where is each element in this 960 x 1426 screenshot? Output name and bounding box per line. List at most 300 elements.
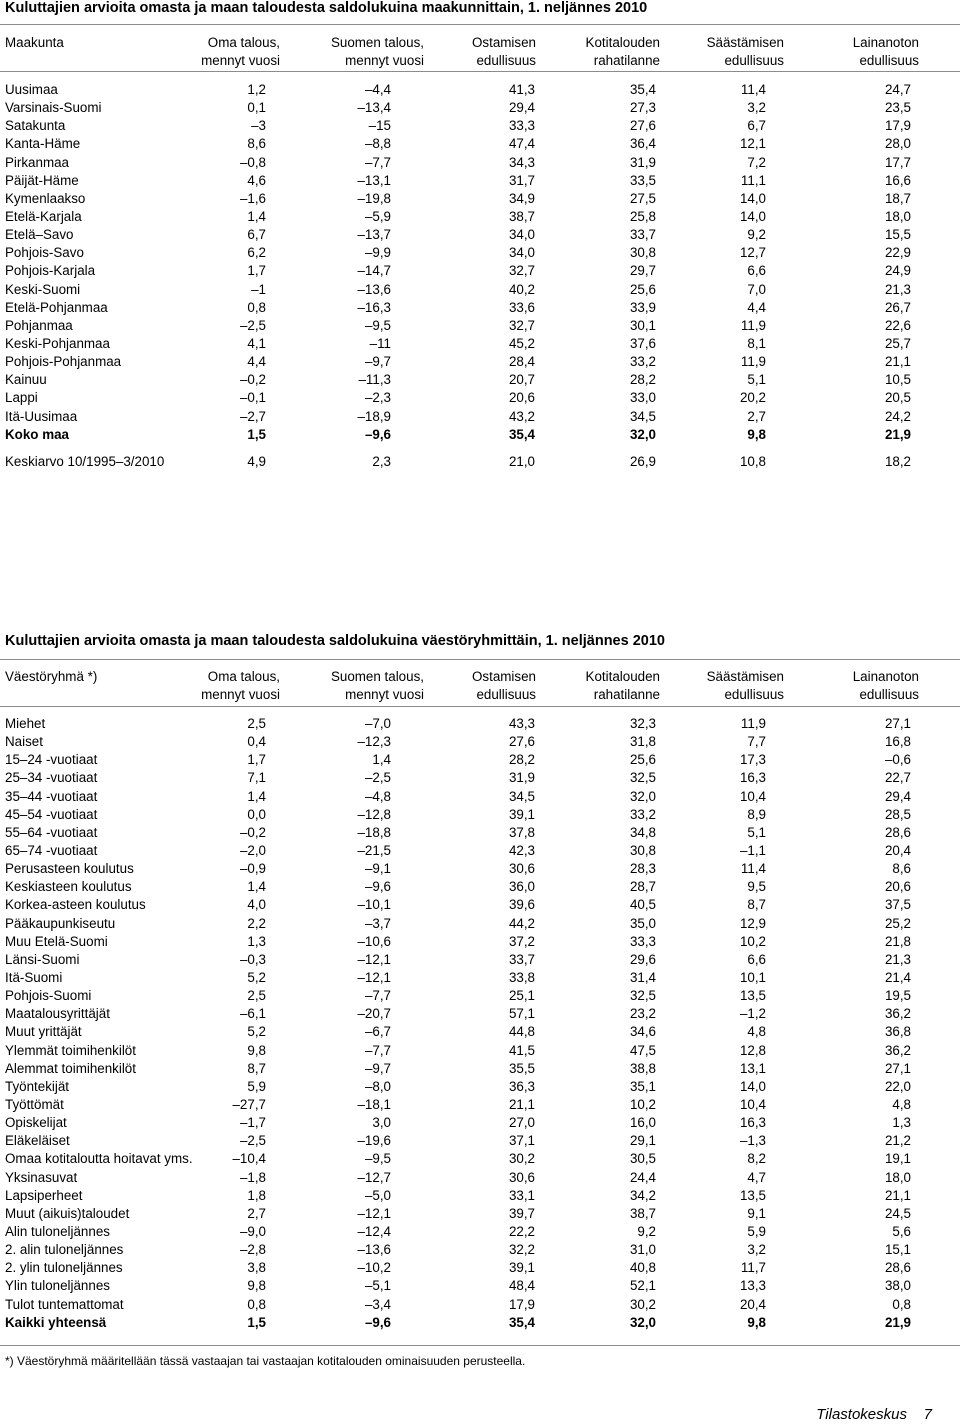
cell-value: 22,9 (884, 245, 911, 261)
column-header (707, 668, 784, 704)
cell-value: –12,8 (357, 806, 391, 822)
cell-value: 5,6 (892, 1223, 911, 1239)
cell-value: 26,9 (629, 453, 656, 469)
cell-value: 21,1 (508, 1096, 535, 1112)
row-label: Tulot tuntemattomat (5, 1296, 124, 1312)
row-label: Muut (aikuis)taloudet (5, 1205, 130, 1221)
cell-value: –4,8 (364, 788, 391, 804)
cell-value: 33,1 (508, 1187, 535, 1203)
row-label: Ylin tuloneljännes (5, 1278, 110, 1294)
cell-value: 44,2 (508, 915, 535, 931)
cell-value: 32,0 (629, 788, 656, 804)
table2-top-rule (0, 659, 960, 660)
table2-header-rule (0, 706, 960, 707)
cell-value: –7,7 (364, 1042, 391, 1058)
cell-value: –5,9 (364, 208, 391, 224)
table-row (0, 1296, 960, 1314)
cell-value: 33,0 (629, 390, 656, 406)
table-total-row (0, 426, 960, 444)
cell-value: 28,2 (629, 372, 656, 388)
cell-value: –1 (251, 281, 266, 297)
column-header (586, 668, 660, 704)
cell-value: 34,2 (629, 1187, 656, 1203)
cell-value: 0,1 (247, 100, 266, 116)
cell-value: –18,8 (357, 824, 391, 840)
column-header-line: Ostamisen (472, 35, 536, 50)
cell-value: 28,6 (884, 824, 911, 840)
cell-value: 4,7 (747, 1169, 766, 1185)
cell-value: –18,9 (357, 408, 391, 424)
cell-value: 35,4 (508, 426, 535, 442)
cell-value: 21,2 (884, 1133, 911, 1149)
row-label: Kanta-Häme (5, 136, 81, 152)
cell-value: 1,8 (247, 1187, 266, 1203)
column-header-line: mennyt vuosi (201, 687, 280, 702)
cell-value: 28,0 (884, 136, 911, 152)
cell-value: 27,5 (629, 190, 656, 206)
table-row (0, 769, 960, 787)
table-row (0, 244, 960, 262)
cell-value: –12,1 (357, 969, 391, 985)
table-row (0, 172, 960, 190)
table-row (0, 806, 960, 824)
cell-value: 52,1 (629, 1278, 656, 1294)
row-label: Keski-Pohjanmaa (5, 335, 110, 351)
cell-value: 10,1 (739, 969, 766, 985)
table-row (0, 842, 960, 860)
row-label: Työntekijät (5, 1078, 70, 1094)
table-row (0, 1042, 960, 1060)
column-header (331, 668, 424, 704)
cell-value: 30,8 (629, 842, 656, 858)
cell-value: 23,5 (884, 100, 911, 116)
cell-value: 21,1 (884, 1187, 911, 1203)
cell-value: 4,9 (247, 453, 266, 469)
cell-value: –12,7 (357, 1169, 391, 1185)
page-footer (816, 1406, 932, 1423)
cell-value: 8,6 (892, 861, 911, 877)
cell-value: 20,2 (739, 390, 766, 406)
column-header-line: Kotitalouden (585, 35, 660, 50)
row-label: 25–34 -vuotiaat (5, 770, 98, 786)
cell-value: 35,0 (629, 915, 656, 931)
cell-value: 33,3 (508, 118, 535, 134)
cell-value: 43,2 (508, 408, 535, 424)
row-label: Pohjois-Pohjanmaa (5, 354, 122, 370)
cell-value: –12,3 (357, 734, 391, 750)
cell-value: 36,3 (508, 1078, 535, 1094)
cell-value: 21,3 (884, 281, 911, 297)
row-label: Pohjois-Savo (5, 245, 84, 261)
cell-value: –9,1 (364, 861, 391, 877)
cell-value: 21,4 (884, 969, 911, 985)
cell-value: 36,8 (884, 1024, 911, 1040)
row-label: 55–64 -vuotiaat (5, 824, 98, 840)
cell-value: 9,2 (747, 227, 766, 243)
column-header-line: mennyt vuosi (345, 687, 424, 702)
row-label: Lapsiperheet (5, 1187, 83, 1203)
cell-value: 34,0 (508, 245, 535, 261)
cell-value: 7,7 (747, 734, 766, 750)
cell-value: 38,7 (629, 1205, 656, 1221)
column-header-line: edullisuus (859, 687, 919, 702)
cell-value: 20,5 (884, 390, 911, 406)
column-header-line: Lainanoton (852, 35, 919, 50)
cell-value: 6,2 (247, 245, 266, 261)
column-header-line: edullisuus (859, 53, 919, 68)
row-label: Satakunta (5, 118, 66, 134)
cell-value: 3,2 (747, 100, 766, 116)
table-row (0, 81, 960, 99)
cell-value: 5,2 (247, 1024, 266, 1040)
cell-value: 21,0 (508, 453, 535, 469)
cell-value: 16,3 (739, 1115, 766, 1131)
cell-value: 8,6 (247, 136, 266, 152)
column-header-group: Maakunta (5, 35, 64, 50)
cell-value: 30,2 (508, 1151, 535, 1167)
table-row (0, 987, 960, 1005)
cell-value: 33,6 (508, 299, 535, 315)
cell-value: –6,7 (364, 1024, 391, 1040)
cell-value: 4,4 (747, 299, 766, 315)
cell-value: 38,8 (629, 1060, 656, 1076)
column-header-line: edullisuus (724, 687, 784, 702)
column-header-line: Oma talous, (207, 35, 280, 50)
table-row (0, 1277, 960, 1295)
cell-value: –12,4 (357, 1223, 391, 1239)
row-label: Omaa kotitaloutta hoitavat yms. (5, 1151, 193, 1167)
table-row (0, 226, 960, 244)
cell-value: 30,6 (508, 861, 535, 877)
cell-value: 38,0 (884, 1278, 911, 1294)
cell-value: 32,2 (508, 1242, 535, 1258)
column-header-line: mennyt vuosi (201, 53, 280, 68)
cell-value: 35,4 (629, 82, 656, 97)
row-label: Alin tuloneljännes (5, 1223, 110, 1239)
cell-value: 25,2 (884, 915, 911, 931)
row-label: 2. ylin tuloneljännes (5, 1260, 123, 1276)
cell-value: 34,0 (508, 227, 535, 243)
cell-value: 3,8 (247, 1260, 266, 1276)
cell-value: 9,1 (747, 1205, 766, 1221)
row-label: Keski-Suomi (5, 281, 81, 297)
cell-value: –1,2 (739, 1006, 766, 1022)
cell-value: 29,6 (629, 951, 656, 967)
cell-value: 0,8 (247, 1296, 266, 1312)
cell-value: –9,6 (364, 426, 391, 442)
cell-value: 39,7 (508, 1205, 535, 1221)
cell-value: 7,0 (747, 281, 766, 297)
cell-value: 11,1 (740, 172, 766, 188)
cell-value: 29,7 (629, 263, 656, 279)
row-label: Yksinasuvat (5, 1169, 78, 1185)
cell-value: 44,8 (508, 1024, 535, 1040)
column-header-line: rahatilanne (593, 53, 660, 68)
cell-value: 35,5 (508, 1060, 535, 1076)
table-row (0, 1150, 960, 1168)
cell-value: 9,2 (637, 1223, 656, 1239)
cell-value: 33,8 (508, 969, 535, 985)
cell-value: –15 (368, 118, 391, 134)
table-row (0, 1078, 960, 1096)
cell-value: 33,9 (629, 299, 656, 315)
cell-value: 1,3 (892, 1115, 911, 1131)
cell-value: 36,2 (884, 1042, 911, 1058)
row-label: Etelä–Savo (5, 227, 74, 243)
table-row (0, 715, 960, 733)
column-header (707, 34, 784, 70)
cell-value: –2,5 (239, 317, 266, 333)
cell-value: 9,8 (247, 1042, 266, 1058)
cell-value: 15,1 (884, 1242, 911, 1258)
table-row (0, 1060, 960, 1078)
cell-value: –2,8 (239, 1242, 266, 1258)
cell-value: 6,6 (747, 951, 766, 967)
cell-value: 33,7 (508, 951, 535, 967)
cell-value: 34,6 (629, 1024, 656, 1040)
cell-value: 7,1 (247, 770, 266, 786)
cell-value: –7,7 (364, 988, 391, 1004)
cell-value: 8,7 (247, 1060, 266, 1076)
row-label: Itä-Uusimaa (5, 408, 78, 424)
cell-value: –1,7 (239, 1115, 266, 1131)
cell-value: 25,8 (629, 208, 656, 224)
table-row (0, 190, 960, 208)
cell-value: 30,8 (629, 245, 656, 261)
cell-value: 1,4 (247, 788, 266, 804)
cell-value: 10,8 (739, 453, 766, 469)
publisher-name: Tilastokeskus (816, 1406, 907, 1423)
cell-value: 8,7 (747, 897, 766, 913)
table-row (0, 933, 960, 951)
cell-value: –12,1 (357, 951, 391, 967)
cell-value: –1,1 (739, 842, 766, 858)
cell-value: –2,5 (239, 1133, 266, 1149)
cell-value: 10,4 (739, 788, 766, 804)
cell-value: 34,8 (629, 824, 656, 840)
cell-value: 32,7 (508, 317, 535, 333)
column-header (853, 34, 919, 70)
cell-value: 4,4 (247, 354, 266, 370)
cell-value: 31,7 (508, 172, 535, 188)
cell-value: –13,7 (357, 227, 391, 243)
cell-value: 13,5 (739, 988, 766, 1004)
row-label: 65–74 -vuotiaat (5, 842, 98, 858)
cell-value: 2,5 (247, 988, 266, 1004)
table-row (0, 99, 960, 117)
cell-value: 31,4 (629, 969, 656, 985)
table-row (0, 453, 960, 471)
cell-value: –14,7 (357, 263, 391, 279)
column-header-line: Oma talous, (207, 669, 280, 684)
cell-value: 41,5 (508, 1042, 535, 1058)
row-label: Kaikki yhteensä (5, 1314, 107, 1330)
cell-value: 24,9 (884, 263, 911, 279)
table-row (0, 751, 960, 769)
cell-value: –13,1 (357, 172, 391, 188)
column-header (201, 34, 280, 70)
cell-value: 25,1 (508, 988, 535, 1004)
cell-value: 32,5 (629, 770, 656, 786)
cell-value: 21,8 (884, 933, 911, 949)
cell-value: 34,9 (508, 190, 535, 206)
cell-value: 16,8 (884, 734, 911, 750)
table2-title: Kuluttajien arvioita omasta ja maan taloudesta saldolukuina väestöryhmittäin, 1. neljännes 2010 (5, 633, 665, 649)
cell-value: 1,5 (247, 1314, 266, 1330)
row-label: Työttömät (5, 1096, 64, 1112)
footnote: *) Väestöryhmä määritellään tässä vastaajan tai vastaajan kotitalouden ominaisuuden perusteella. (5, 1354, 526, 1368)
cell-value: 22,2 (508, 1223, 535, 1239)
cell-value: 37,5 (884, 897, 911, 913)
row-label: Varsinais-Suomi (5, 100, 102, 116)
cell-value: –8,8 (364, 136, 391, 152)
cell-value: –0,1 (239, 390, 266, 406)
cell-value: –10,1 (357, 897, 391, 913)
footnote-rule (0, 1345, 960, 1346)
table-row (0, 915, 960, 933)
cell-value: 9,5 (747, 879, 766, 895)
row-label: Naiset (5, 734, 43, 750)
cell-value: 21,3 (884, 951, 911, 967)
row-label: Pohjois-Karjala (5, 263, 96, 279)
table1-title: Kuluttajien arvioita omasta ja maan taloudesta saldolukuina maakunnittain, 1. neljännes 2010 (5, 0, 648, 16)
cell-value: 4,1 (247, 335, 266, 351)
cell-value: 11,4 (740, 82, 766, 97)
cell-value: 42,3 (508, 842, 535, 858)
cell-value: 24,4 (629, 1169, 656, 1185)
column-header-line: rahatilanne (593, 687, 660, 702)
cell-value: –0,3 (239, 951, 266, 967)
cell-value: 20,6 (884, 879, 911, 895)
cell-value: –9,0 (239, 1223, 266, 1239)
cell-value: 4,0 (247, 897, 266, 913)
cell-value: –5,1 (364, 1278, 391, 1294)
cell-value: 16,0 (629, 1115, 656, 1131)
table-row (0, 878, 960, 896)
cell-value: 37,6 (629, 335, 656, 351)
cell-value: 7,2 (747, 154, 766, 170)
cell-value: 28,6 (884, 1260, 911, 1276)
table-row (0, 353, 960, 371)
table1-header (0, 34, 960, 70)
table-row (0, 1241, 960, 1259)
cell-value: 11,7 (740, 1260, 766, 1276)
table-row (0, 117, 960, 135)
row-label: Uusimaa (5, 82, 58, 97)
cell-value: 33,7 (629, 227, 656, 243)
table-row (0, 951, 960, 969)
table-row (0, 1005, 960, 1023)
table-row (0, 969, 960, 987)
column-header (586, 34, 660, 70)
cell-value: 24,2 (884, 408, 911, 424)
cell-value: 16,3 (739, 770, 766, 786)
row-label: Lappi (5, 390, 38, 406)
cell-value: 27,1 (884, 716, 911, 731)
cell-value: 33,5 (629, 172, 656, 188)
row-label: Muut yrittäjät (5, 1024, 82, 1040)
column-header-line: Säästämisen (706, 35, 784, 50)
cell-value: 19,1 (884, 1151, 911, 1167)
cell-value: –18,1 (357, 1096, 391, 1112)
row-label: Kymenlaakso (5, 190, 86, 206)
cell-value: 29,1 (629, 1133, 656, 1149)
cell-value: –10,4 (232, 1151, 266, 1167)
cell-value: 17,3 (739, 752, 766, 768)
cell-value: 27,3 (629, 100, 656, 116)
cell-value: 22,6 (884, 317, 911, 333)
cell-value: 18,2 (884, 453, 911, 469)
cell-value: 28,3 (629, 861, 656, 877)
cell-value: –4,4 (364, 82, 391, 97)
cell-value: –19,8 (357, 190, 391, 206)
cell-value: 32,7 (508, 263, 535, 279)
cell-value: –0,6 (884, 752, 911, 768)
cell-value: 37,1 (508, 1133, 535, 1149)
table-row (0, 1187, 960, 1205)
column-header-line: edullisuus (476, 687, 536, 702)
cell-value: 19,5 (884, 988, 911, 1004)
cell-value: 17,9 (884, 118, 911, 134)
cell-value: –7,0 (364, 716, 391, 731)
table-row (0, 1023, 960, 1041)
cell-value: 36,0 (508, 879, 535, 895)
cell-value: 3,0 (372, 1115, 391, 1131)
cell-value: 5,9 (247, 1078, 266, 1094)
column-header-group: Väestöryhmä *) (5, 669, 98, 684)
cell-value: 8,9 (747, 806, 766, 822)
cell-value: –3 (251, 118, 266, 134)
cell-value: 1,2 (247, 82, 266, 97)
cell-value: 2,2 (247, 915, 266, 931)
table-row (0, 317, 960, 335)
cell-value: 1,4 (247, 879, 266, 895)
cell-value: 41,3 (508, 82, 535, 97)
cell-value: 0,8 (247, 299, 266, 315)
row-label: Pirkanmaa (5, 154, 70, 170)
row-label: 35–44 -vuotiaat (5, 788, 98, 804)
cell-value: 6,6 (747, 263, 766, 279)
cell-value: 2,5 (247, 716, 266, 731)
cell-value: 10,2 (629, 1096, 656, 1112)
cell-value: 29,4 (508, 100, 535, 116)
cell-value: 9,8 (747, 1314, 766, 1330)
cell-value: 33,3 (629, 933, 656, 949)
cell-value: 30,6 (508, 1169, 535, 1185)
cell-value: 47,5 (629, 1042, 656, 1058)
cell-value: 20,4 (884, 842, 911, 858)
column-header (853, 668, 919, 704)
cell-value: –11,3 (358, 372, 391, 388)
table-row (0, 733, 960, 751)
table-row (0, 1114, 960, 1132)
cell-value: –2,3 (364, 390, 391, 406)
cell-value: –9,7 (364, 354, 391, 370)
cell-value: 12,1 (739, 136, 766, 152)
cell-value: 35,4 (508, 1314, 535, 1330)
cell-value: 5,2 (247, 969, 266, 985)
table-row (0, 208, 960, 226)
cell-value: –3,4 (364, 1296, 391, 1312)
cell-value: –7,7 (364, 154, 391, 170)
cell-value: 31,0 (629, 1242, 656, 1258)
cell-value: 45,2 (508, 335, 535, 351)
cell-value: 23,2 (629, 1006, 656, 1022)
cell-value: –27,7 (232, 1096, 266, 1112)
cell-value: 29,4 (884, 788, 911, 804)
cell-value: 21,9 (884, 1314, 911, 1330)
cell-value: –13,4 (357, 100, 391, 116)
